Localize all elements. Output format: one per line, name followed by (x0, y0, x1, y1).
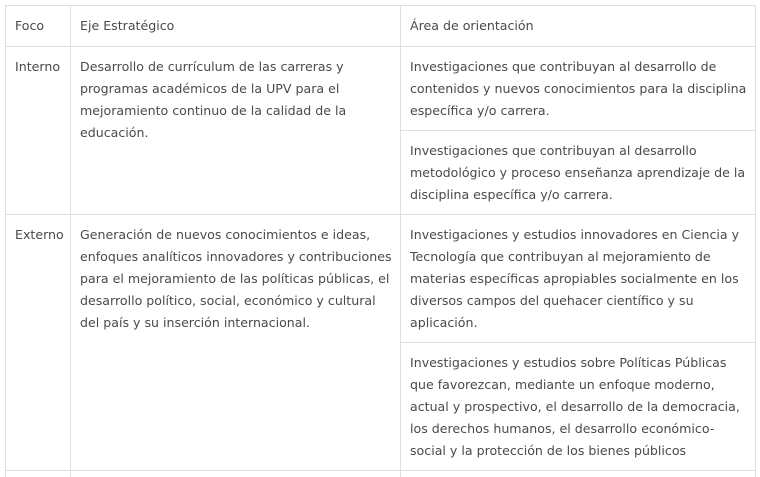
strategic-axes-table (5, 5, 756, 477)
foco-cell: Interno (6, 47, 71, 215)
area-cell: Investigaciones y estudios sobre Políticas Públicas que favorezcan, mediante un enfoque moderno, actual y prospectivo, el desarrollo de la democracia, los derechos humanos, el desarrollo económico-social y la protección de los bienes públicos (401, 343, 756, 471)
header-row (6, 6, 756, 47)
eje-cell: Generación de nuevos conocimientos e ideas, enfoques analíticos innovadores y contribuciones para el mejoramiento de las políticas públicas, el desarrollo político, social, económico y cultural del país y su inserción internacional. (71, 215, 401, 471)
header-area-orientacion: Área de orientación (401, 6, 756, 47)
area-cell: Investigaciones que contribuyan al desarrollo de contenidos y nuevos conocimientos para la disciplina específica y/o carrera. (401, 47, 756, 131)
continued-cell (71, 471, 401, 477)
area-cell: Investigaciones que contribuyan al desarrollo metodológico y proceso enseñanza aprendizaje de la disciplina específica y/o carrera. (401, 131, 756, 215)
header-eje-estrategico: Eje Estratégico (71, 6, 401, 47)
table-body (6, 47, 756, 477)
table-row (6, 215, 756, 343)
eje-cell: Desarrollo de currículum de las carreras y programas académicos de la UPV para el mejoramiento continuo de la calidad de la educación. (71, 47, 401, 215)
continued-cell (401, 471, 756, 477)
header-foco: Foco (6, 6, 71, 47)
area-cell: Investigaciones y estudios innovadores en Ciencia y Tecnología que contribuyan al mejoramiento de materias específicas apropiables socialmente en los diversos campos del quehacer científico y su aplicación. (401, 215, 756, 343)
table-row (6, 47, 756, 131)
foco-cell: Externo (6, 215, 71, 471)
continued-cell (6, 471, 71, 477)
table-row-continued (6, 471, 756, 477)
table-header (6, 6, 756, 47)
